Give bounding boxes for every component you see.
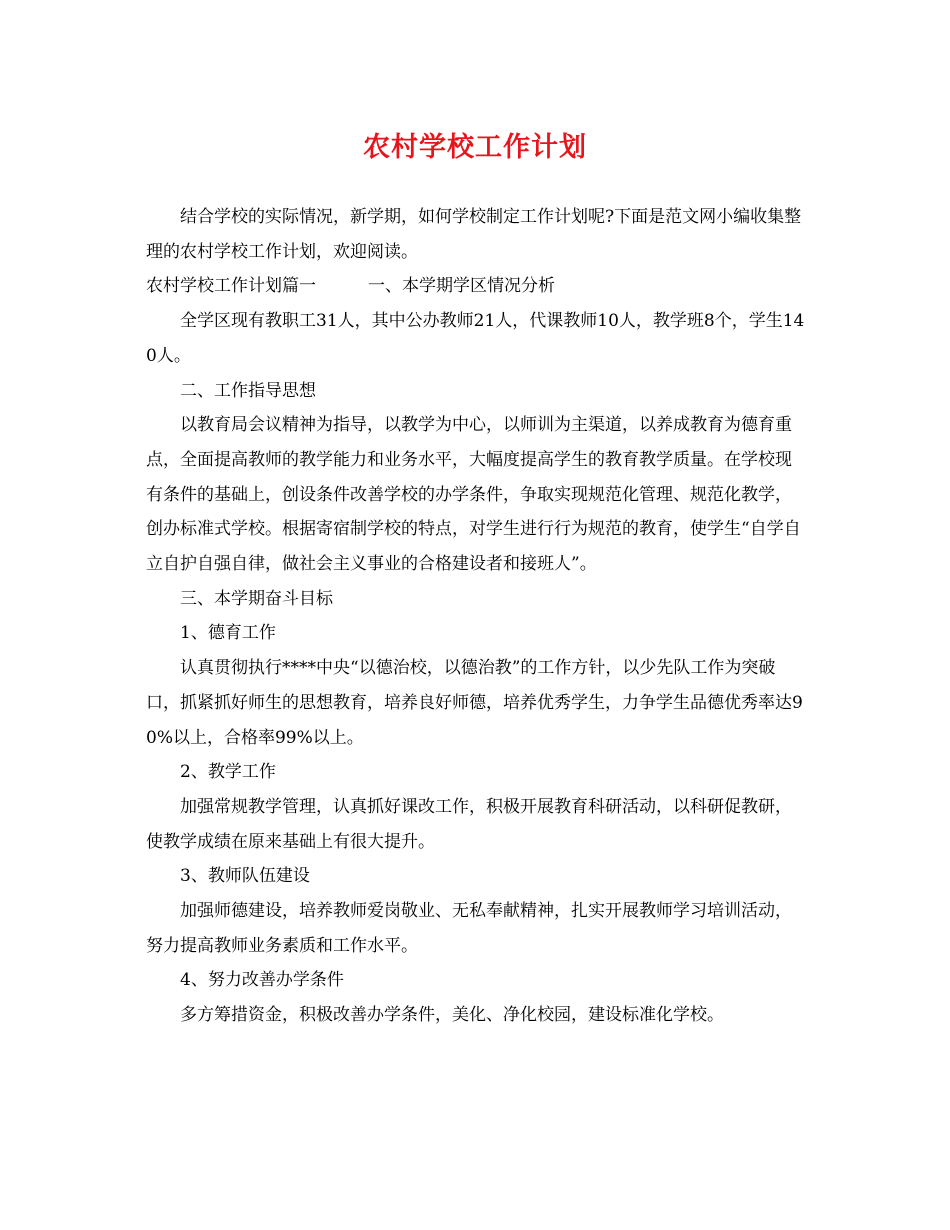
staff-paragraph: 全学区现有教职工31人，其中公办教师21人，代课教师10人，教学班8个，学生140人。	[146, 311, 805, 366]
part-label: 农村学校工作计划篇一	[146, 276, 316, 297]
moral-paragraph: 认真贯彻执行****中央“以德治校，以德治教”的工作方针，以少先队工作为突破口，抓紧抓好师生的思想教育，培养良好师德，培养优秀学生，力争学生品德优秀率达90%以上，合格率99%以上。	[146, 658, 803, 748]
section-heading-2: 二、工作指导思想	[180, 380, 316, 401]
document-body	[146, 200, 806, 1033]
section-heading-1: 一、本学期学区情况分析	[368, 276, 555, 297]
conditions-paragraph: 多方筹措资金，积极改善办学条件，美化、净化校园，建设标准化学校。	[180, 1005, 724, 1026]
intro-paragraph: 结合学校的实际情况，新学期，如何学校制定工作计划呢?下面是范文网小编收集整理的农村学校工作计划，欢迎阅读。	[146, 207, 802, 262]
document-title: 农村学校工作计划	[363, 132, 587, 163]
section-heading-3: 三、本学期奋斗目标	[180, 588, 333, 609]
teachers-paragraph: 加强师德建设，培养教师爱岗敬业、无私奉献精神，扎实开展教师学习培训活动，努力提高教师业务素质和工作水平。	[146, 901, 792, 956]
subheading-teachers: 3、教师队伍建设	[180, 866, 310, 887]
subheading-moral: 1、德育工作	[180, 623, 276, 644]
section-line	[146, 269, 806, 304]
teaching-paragraph: 加强常规教学管理，认真抓好课改工作，积极开展教育科研活动，以科研促教研，使教学成绩在原来基础上有很大提升。	[146, 796, 792, 852]
guiding-paragraph: 以教育局会议精神为指导，以教学为中心，以师训为主渠道，以养成教育为德育重点，全面提高教师的教学能力和业务水平，大幅度提高学生的教育教学质量。在学校现有条件的基础上，创设条件改善学校的办学条件，争取实现规范化管理、规范化教学，创办标准式学校。根据寄宿制学校的特点，对学生进行行为规范的教育，使学生“自学自立自护自强自律，做社会主义事业的合格建设者和接班人”。	[146, 415, 801, 575]
subheading-teaching: 2、教学工作	[180, 762, 276, 783]
subheading-conditions: 4、努力改善办学条件	[180, 970, 344, 991]
